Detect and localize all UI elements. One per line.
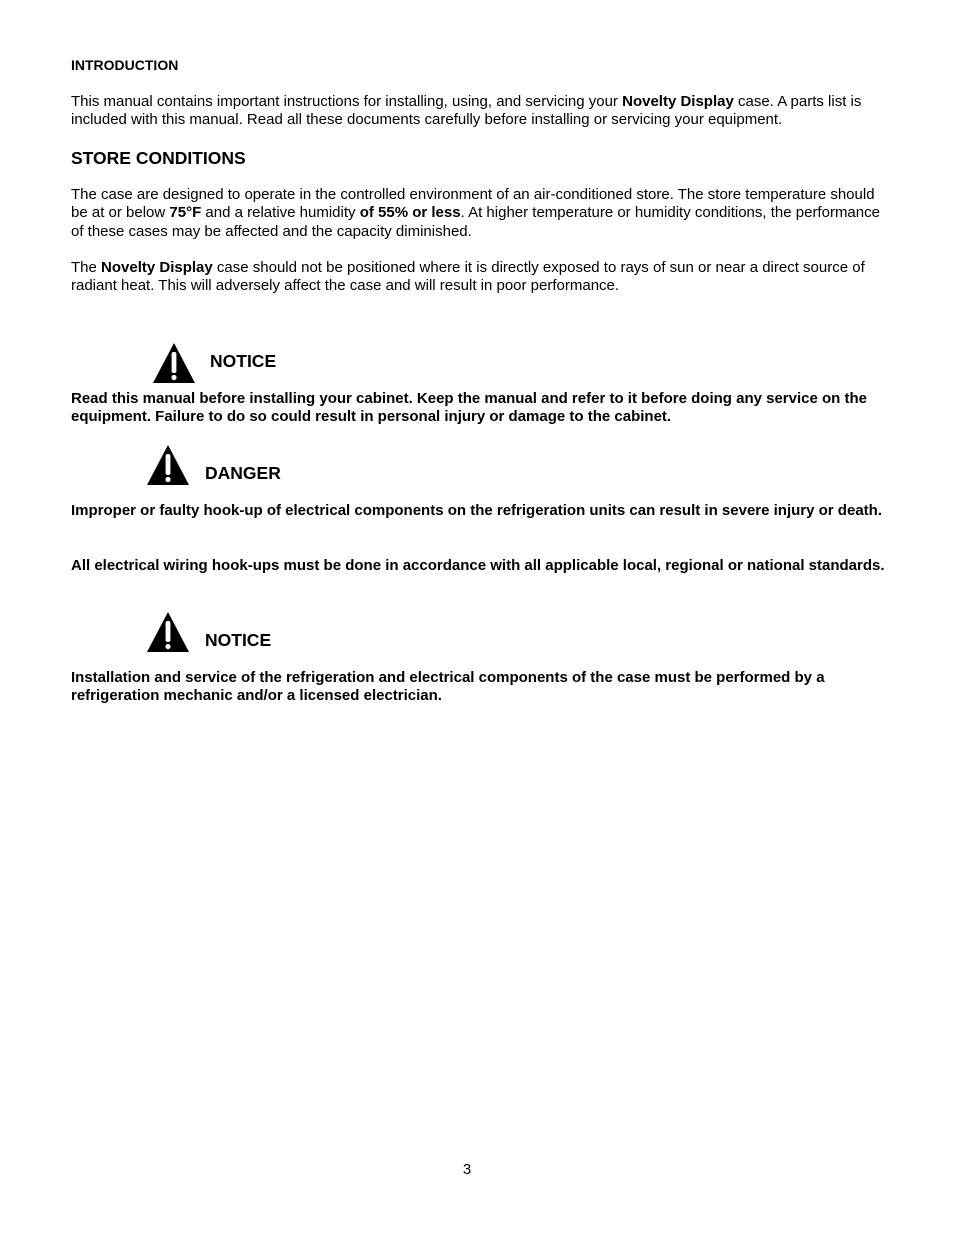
store-conditions-heading: STORE CONDITIONS — [71, 148, 246, 168]
store-conditions-paragraph-1: The case are designed to operate in the controlled environment of an air-conditioned store. The store temperature should be at or below 75°F and a relative humidity of 55% or less. At higher temperature or humidity conditions, the performance of these cases may be affected and the capacity diminished. — [71, 186, 880, 240]
introduction-heading: INTRODUCTION — [71, 57, 179, 73]
notice-title: NOTICE — [210, 351, 277, 371]
notice-paragraph: Read this manual before installing your cabinet. Keep the manual and refer to it before doing any service on the equipment. Failure to do so could result in personal injury or damage to the cabinet. — [71, 390, 867, 426]
introduction-paragraph: This manual contains important instructions for installing, using, and servicing your Novelty Display case. A parts list is included with this manual. Read all these documents carefully before installing or servicing your equipment. — [71, 93, 862, 129]
warning-triangle-icon — [146, 611, 190, 653]
warning-triangle-icon — [146, 444, 190, 486]
danger-title: DANGER — [205, 463, 281, 483]
warning-triangle-icon — [152, 342, 196, 384]
page-number: 3 — [462, 1161, 472, 1178]
danger-paragraph-1: Improper or faulty hook-up of electrical components on the refrigeration units can result in severe injury or death. — [71, 502, 882, 519]
store-conditions-paragraph-2: The Novelty Display case should not be positioned where it is directly exposed to rays of sun or near a direct source of radiant heat. This will adversely affect the case and will result in poor performance. — [71, 259, 865, 295]
notice-paragraph: Installation and service of the refrigeration and electrical components of the case must be performed by a refrigeration mechanic and/or a licensed electrician. — [71, 669, 825, 705]
danger-paragraph-2: All electrical wiring hook-ups must be done in accordance with all applicable local, regional or national standards. — [71, 557, 885, 574]
notice-title: NOTICE — [205, 630, 272, 650]
